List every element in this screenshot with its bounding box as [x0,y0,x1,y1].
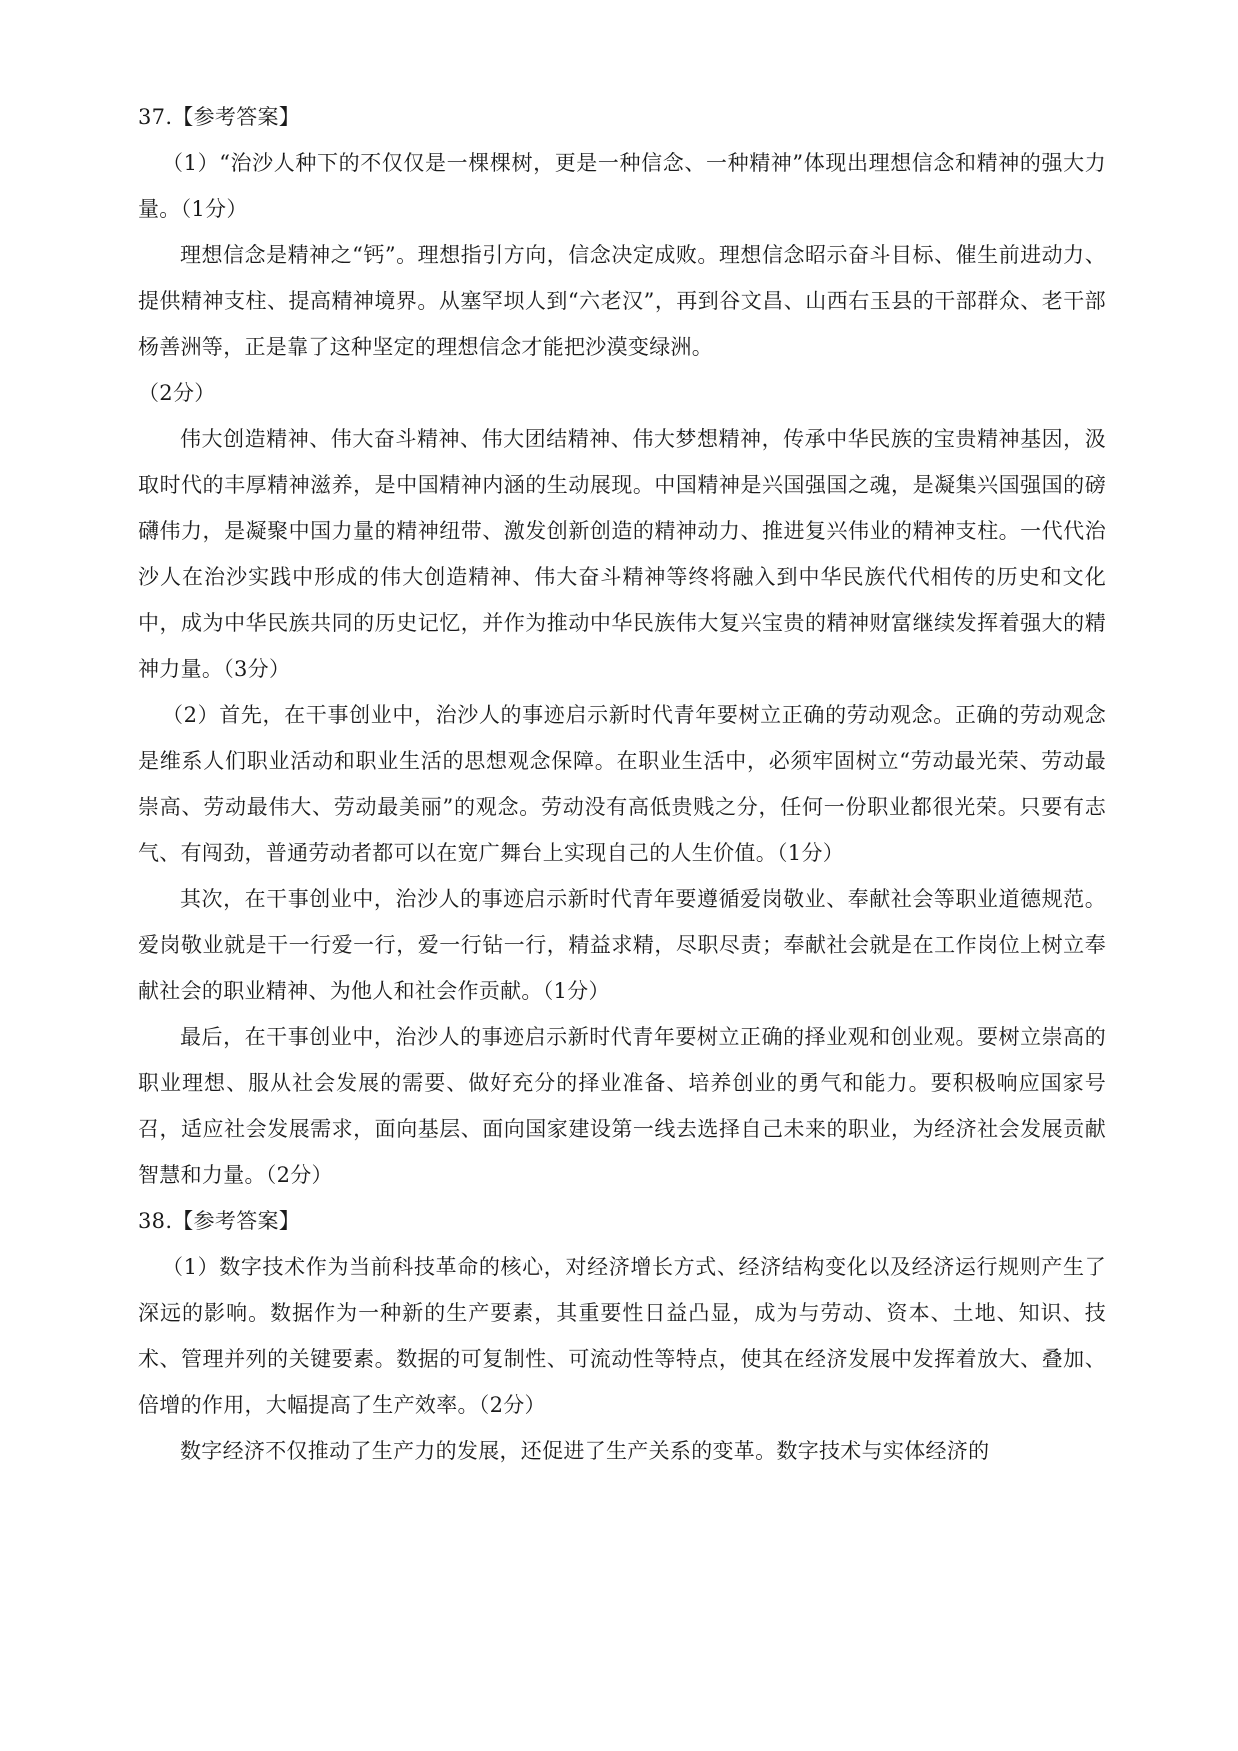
paragraph-37-2-first: （2）首先，在干事创业中，治沙人的事迹启示新时代青年要树立正确的劳动观念。正确的劳动观念是维系人们职业活动和职业生活的思想观念保障。在职业生活中，必须牢固树立“劳动最光荣、劳动最崇高、劳动最伟大、劳动最美丽”的观念。劳动没有高低贵贱之分，任何一份职业都很光荣。只要有志气、有闯劲，普通劳动者都可以在宽广舞台上实现自己的人生价值。（1分） [138,703,1106,865]
paragraph-38-1-continued: 数字经济不仅推动了生产力的发展，还促进了生产关系的变革。数字技术与实体经济的 [180,1439,990,1463]
answer-heading-38: 38.【参考答案】 [138,1209,301,1233]
paragraph-38-1-intro: （1）数字技术作为当前科技革命的核心，对经济增长方式、经济结构变化以及经济运行规则产生了深远的影响。数据作为一种新的生产要素，其重要性日益凸显，成为与劳动、资本、土地、知识、技术、管理并列的关键要素。数据的可复制性、可流动性等特点，使其在经济发展中发挥着放大、叠加、倍增的作用，大幅提高了生产效率。（2分） [138,1255,1106,1417]
page-content [138,94,1106,1474]
paragraph-37-2-second: 其次，在干事创业中，治沙人的事迹启示新时代青年要遵循爱岗敬业、奉献社会等职业道德规范。爱岗敬业就是干一行爱一行，爱一行钻一行，精益求精，尽职尽责；奉献社会就是在工作岗位上树立奉献社会的职业精神、为他人和社会作贡献。（1分） [138,887,1106,1003]
paragraph-37-1-spirit: 伟大创造精神、伟大奋斗精神、伟大团结精神、伟大梦想精神，传承中华民族的宝贵精神基因，汲取时代的丰厚精神滋养，是中国精神内涵的生动展现。中国精神是兴国强国之魂，是凝集兴国强国的磅礴伟力，是凝聚中国力量的精神纽带、激发创新创造的精神动力、推进复兴伟业的精神支柱。一代代治沙人在治沙实践中形成的伟大创造精神、伟大奋斗精神等终将融入到中华民族代代相传的历史和文化中，成为中华民族共同的历史记忆，并作为推动中华民族伟大复兴宝贵的精神财富继续发挥着强大的精神力量。（3分） [138,427,1106,681]
paragraph-37-1-score: （2分） [138,381,216,405]
paragraph-37-2-last: 最后，在干事创业中，治沙人的事迹启示新时代青年要树立正确的择业观和创业观。要树立崇高的职业理想、服从社会发展的需要、做好充分的择业准备、培养创业的勇气和能力。要积极响应国家号召，适应社会发展需求，面向基层、面向国家建设第一线去选择自己未来的职业，为经济社会发展贡献智慧和力量。（2分） [138,1025,1106,1187]
paragraph-37-1-intro: （1）“治沙人种下的不仅仅是一棵棵树，更是一种信念、一种精神”体现出理想信念和精神的强大力量。（1分） [138,151,1106,221]
answer-heading-37: 37.【参考答案】 [138,105,301,129]
paragraph-37-1-ideals: 理想信念是精神之“钙”。理想指引方向，信念决定成败。理想信念昭示奋斗目标、催生前进动力、提供精神支柱、提高精神境界。从塞罕坝人到“六老汉”，再到谷文昌、山西右玉县的干部群众、老干部杨善洲等，正是靠了这种坚定的理想信念才能把沙漠变绿洲。 [138,243,1106,359]
